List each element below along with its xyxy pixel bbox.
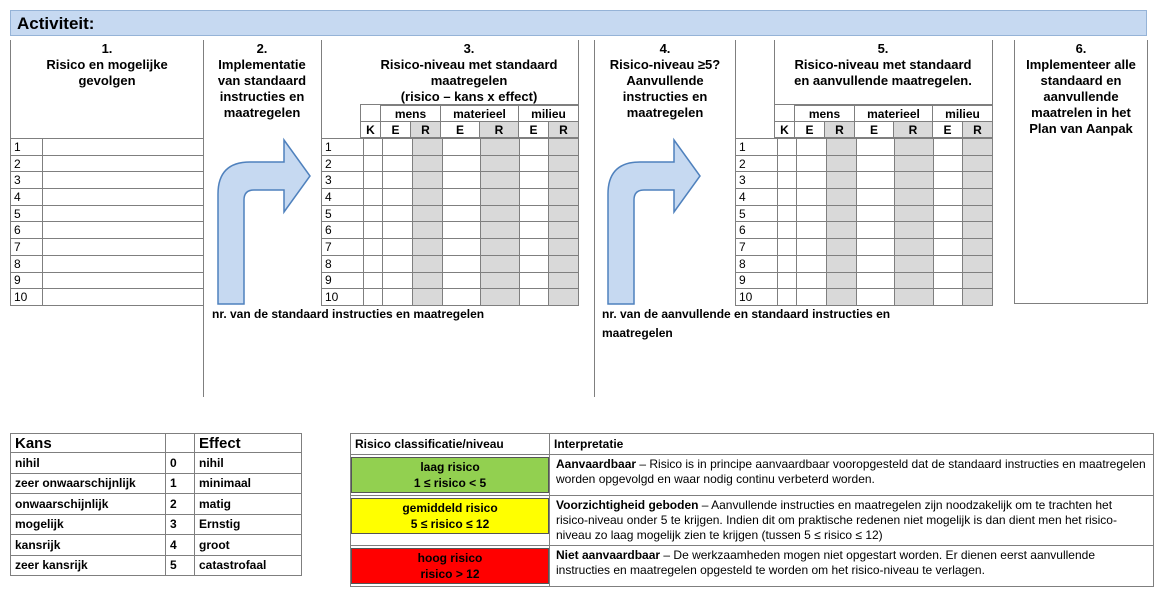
input-cell[interactable] [777,139,797,156]
e-label: E [519,122,549,138]
input-cell[interactable] [413,239,443,256]
row-number: 8 [736,255,778,272]
table-row [736,139,993,156]
input-cell[interactable] [777,239,797,256]
input-cell[interactable] [383,289,413,306]
input-cell[interactable] [549,172,579,189]
legend-effect: groot [195,535,302,556]
input-cell[interactable] [963,289,993,306]
risk-row [351,455,1154,496]
col1-border [10,40,11,138]
input-cell[interactable] [481,205,520,222]
input-cell[interactable] [363,272,383,289]
milieu-label: milieu [933,106,993,122]
input-cell[interactable] [363,205,383,222]
input-cell[interactable] [797,189,827,206]
input-cell[interactable] [933,189,963,206]
interpretation-text: – Aanvullende instructies en maatregelen zijn noodzakelijk om te trachten het risico-niveau onder 5 te krijgen. Indien dit om praktische redenen niet mogelijk is dan dient men het risico-niveau zo laag mogelijk zien te krijgen (tussen 5 ≤ risico ≤ 12) [556,498,1117,542]
input-cell[interactable] [895,172,934,189]
row-number: 8 [11,255,43,272]
input-cell[interactable] [777,255,797,272]
risk-row [351,496,1154,546]
table-row [11,222,204,239]
table-row [11,239,204,256]
input-cell[interactable] [413,189,443,206]
risk-level-range: risico > 12 [420,567,480,581]
input-cell[interactable] [827,289,857,306]
input-cell[interactable] [797,222,827,239]
input-cell[interactable] [797,255,827,272]
legend-effect: catastrofaal [195,555,302,576]
input-cell[interactable] [827,205,857,222]
table-row [322,272,579,289]
table-row [736,172,993,189]
col3-subheader [360,105,579,138]
materieel-label: materieel [441,106,519,122]
risk-level-label [351,498,549,534]
input-cell[interactable] [777,289,797,306]
input-cell[interactable] [856,239,895,256]
row-number: 2 [11,155,43,172]
legend-kans: nihil [11,453,166,474]
legend-row [11,535,302,556]
input-cell[interactable] [856,189,895,206]
e-label: E [795,122,825,138]
legend-row [11,453,302,474]
input-cell[interactable] [895,139,934,156]
input-cell[interactable] [481,272,520,289]
input-cell[interactable] [827,222,857,239]
additional-note-line2: maatregelen [602,326,673,340]
input-cell[interactable] [363,155,383,172]
input-cell[interactable] [481,172,520,189]
input-cell[interactable] [42,272,203,289]
input-cell[interactable] [383,205,413,222]
input-cell[interactable] [827,239,857,256]
row-number: 6 [11,222,43,239]
interpretation-verdict: Niet aanvaardbaar [556,548,661,562]
row-number: 9 [11,272,43,289]
input-cell[interactable] [413,155,443,172]
standard-note: nr. van de standaard instructies en maatregelen [212,307,485,321]
interpretation-verdict: Aanvaardbaar [556,457,637,471]
input-cell[interactable] [856,172,895,189]
input-cell[interactable] [827,155,857,172]
input-cell[interactable] [549,205,579,222]
bent-arrow-icon [214,136,314,306]
input-cell[interactable] [42,172,203,189]
input-cell[interactable] [797,289,827,306]
row-number: 10 [736,289,778,306]
input-cell[interactable] [413,172,443,189]
input-cell[interactable] [383,139,413,156]
materieel-label: materieel [855,106,933,122]
input-cell[interactable] [413,222,443,239]
input-cell[interactable] [481,289,520,306]
input-cell[interactable] [442,222,481,239]
col6-header: 6. Implementeer alle standaard en aanvullende maatrelen in het Plan van Aanpak [1026,41,1136,136]
row-number: 6 [736,222,778,239]
input-cell[interactable] [481,255,520,272]
table-row [11,289,204,306]
input-cell[interactable] [963,172,993,189]
input-cell[interactable] [827,172,857,189]
legend-score: 4 [166,535,195,556]
row-number: 1 [11,139,43,156]
input-cell[interactable] [481,139,520,156]
input-cell[interactable] [856,272,895,289]
mens-label: mens [795,106,855,122]
input-cell[interactable] [777,189,797,206]
legend-row [11,555,302,576]
table-row [736,155,993,172]
row-number: 5 [736,205,778,222]
input-cell[interactable] [797,272,827,289]
legend-effect: minimaal [195,473,302,494]
input-cell[interactable] [519,222,549,239]
legend-effect: Ernstig [195,514,302,535]
additional-note-line1: nr. van de aanvullende en standaard instructies en [602,307,891,321]
input-cell[interactable] [549,189,579,206]
table-row [322,255,579,272]
input-cell[interactable] [895,239,934,256]
legend-score: 2 [166,494,195,515]
input-cell[interactable] [827,255,857,272]
legend-row [11,494,302,515]
risk-class-header: Risico classificatie/niveau [351,434,550,455]
input-cell[interactable] [797,155,827,172]
input-cell[interactable] [42,155,203,172]
table-row [736,222,993,239]
table-row [736,255,993,272]
input-cell[interactable] [363,172,383,189]
input-cell[interactable] [413,272,443,289]
input-cell[interactable] [777,205,797,222]
input-cell[interactable] [519,289,549,306]
input-cell[interactable] [963,205,993,222]
input-cell[interactable] [481,222,520,239]
input-cell[interactable] [383,239,413,256]
input-cell[interactable] [895,255,934,272]
input-cell[interactable] [481,155,520,172]
risk-level-table-additional [735,138,993,306]
input-cell[interactable] [519,155,549,172]
input-cell[interactable] [797,239,827,256]
input-cell[interactable] [963,222,993,239]
input-cell[interactable] [42,239,203,256]
col2-header: 2. Implementatie van standaard instructies en maatregelen [217,41,307,120]
input-cell[interactable] [933,222,963,239]
input-cell[interactable] [442,189,481,206]
row-number: 8 [322,255,364,272]
input-cell[interactable] [549,222,579,239]
input-cell[interactable] [895,205,934,222]
row-number: 10 [322,289,364,306]
table-row [322,139,579,156]
legend-kans: zeer kansrijk [11,555,166,576]
input-cell[interactable] [383,155,413,172]
r-label: R [549,122,579,138]
table-row [11,172,204,189]
table-row [322,172,579,189]
input-cell[interactable] [797,139,827,156]
risk-level-range: 5 ≤ risico ≤ 12 [410,517,490,531]
input-cell[interactable] [383,255,413,272]
input-cell[interactable] [933,272,963,289]
input-cell[interactable] [413,139,443,156]
input-cell[interactable] [933,172,963,189]
input-cell[interactable] [963,139,993,156]
row-number: 6 [322,222,364,239]
input-cell[interactable] [442,155,481,172]
row-number: 4 [11,189,43,206]
row-number: 1 [322,139,364,156]
row-number: 5 [11,205,43,222]
input-cell[interactable] [413,289,443,306]
r-label: R [411,122,441,138]
input-cell[interactable] [895,289,934,306]
input-cell[interactable] [827,139,857,156]
col3-header: 3. Risico-niveau met standaard maatregelen (risico – kans x effect) [380,41,558,104]
legend-kans: onwaarschijnlijk [11,494,166,515]
input-cell[interactable] [442,239,481,256]
legend-row [11,514,302,535]
input-cell[interactable] [442,272,481,289]
col1-header: 1. Risico en mogelijke gevolgen [46,41,168,88]
legend-effect: nihil [195,453,302,474]
input-cell[interactable] [777,172,797,189]
input-cell[interactable] [933,289,963,306]
input-cell[interactable] [777,272,797,289]
mens-label: mens [381,106,441,122]
row-number: 3 [11,172,43,189]
input-cell[interactable] [363,255,383,272]
row-number: 9 [322,272,364,289]
r-label: R [963,122,993,138]
input-cell[interactable] [963,189,993,206]
input-cell[interactable] [963,272,993,289]
table-row [322,289,579,306]
input-cell[interactable] [42,205,203,222]
row-number: 7 [736,239,778,256]
input-cell[interactable] [383,189,413,206]
risk-list-table [10,138,204,306]
input-cell[interactable] [363,222,383,239]
input-cell[interactable] [777,155,797,172]
k-label: K [775,122,795,138]
table-row [736,239,993,256]
input-cell[interactable] [933,139,963,156]
col6-box [1014,40,1148,304]
input-cell[interactable] [797,205,827,222]
legend-kans: mogelijk [11,514,166,535]
risk-level-name: gemiddeld risico [402,501,498,515]
input-cell[interactable] [963,255,993,272]
input-cell[interactable] [383,272,413,289]
table-row [736,272,993,289]
input-cell[interactable] [42,139,203,156]
input-cell[interactable] [549,272,579,289]
input-cell[interactable] [797,172,827,189]
input-cell[interactable] [481,239,520,256]
input-cell[interactable] [933,205,963,222]
row-number: 3 [736,172,778,189]
table-row [736,205,993,222]
input-cell[interactable] [856,155,895,172]
legend-effect: matig [195,494,302,515]
input-cell[interactable] [42,189,203,206]
milieu-label: milieu [519,106,579,122]
risk-level-name: laag risico [420,460,480,474]
kans-header: Kans [11,434,166,453]
bent-arrow-icon [604,136,704,306]
row-number: 4 [736,189,778,206]
col5-left-border [735,40,736,138]
input-cell[interactable] [856,222,895,239]
risk-level-label [351,548,549,584]
table-row [736,189,993,206]
input-cell[interactable] [549,255,579,272]
input-cell[interactable] [413,205,443,222]
row-number: 7 [11,239,43,256]
table-row [322,222,579,239]
row-number: 9 [736,272,778,289]
legend-score: 1 [166,473,195,494]
input-cell[interactable] [856,139,895,156]
input-cell[interactable] [895,189,934,206]
legend-kans: kansrijk [11,535,166,556]
interpretation-header: Interpretatie [550,434,1154,455]
input-cell[interactable] [42,222,203,239]
risk-classification-table [350,433,1154,587]
table-row [322,239,579,256]
row-number: 2 [736,155,778,172]
legend-kans: zeer onwaarschijnlijk [11,473,166,494]
input-cell[interactable] [549,139,579,156]
row-number: 1 [736,139,778,156]
input-cell[interactable] [442,289,481,306]
input-cell[interactable] [363,289,383,306]
risk-level-label [351,457,549,493]
input-cell[interactable] [933,255,963,272]
r-label: R [825,122,855,138]
legend-score: 3 [166,514,195,535]
interpretation-text: – De werkzaamheden mogen niet opgestart worden. Er dienen eerst aanvullende instructies en maatregelen opgesteld te worden om het risico-niveau te verlagen. [556,548,1095,577]
input-cell[interactable] [827,272,857,289]
input-cell[interactable] [549,289,579,306]
risk-level-table-standard [321,138,579,306]
table-row [736,289,993,306]
risk-level-range: 1 ≤ risico < 5 [413,476,487,490]
input-cell[interactable] [42,255,203,272]
e-label: E [933,122,963,138]
input-cell[interactable] [856,289,895,306]
e-label: E [441,122,480,138]
table-row [11,255,204,272]
input-cell[interactable] [856,205,895,222]
input-cell[interactable] [933,239,963,256]
k-label: K [361,122,381,138]
input-cell[interactable] [442,139,481,156]
r-label: R [480,122,519,138]
table-row [11,155,204,172]
row-number: 2 [322,155,364,172]
input-cell[interactable] [481,189,520,206]
row-number: 7 [322,239,364,256]
input-cell[interactable] [519,139,549,156]
col3-left-border [321,40,322,138]
interpretation-text: – Risico is in principe aanvaardbaar vooropgesteld dat de standaard instructies en maatregelen worden opgevolgd en waar nodig continu verbeterd worden. [556,457,1146,486]
input-cell[interactable] [895,155,934,172]
table-row [322,155,579,172]
table-row [11,205,204,222]
risk-level-name: hoog risico [417,551,483,565]
row-number: 10 [11,289,43,306]
col5-subheader [774,105,993,138]
input-cell[interactable] [519,189,549,206]
row-number: 4 [322,189,364,206]
r-label: R [894,122,933,138]
col4-header: 4. Risico-niveau ≥5? Aanvullende instructies en maatregelen [609,41,721,120]
effect-header: Effect [195,434,302,453]
table-row [322,205,579,222]
input-cell[interactable] [363,189,383,206]
input-cell[interactable] [963,239,993,256]
row-number: 3 [322,172,364,189]
input-cell[interactable] [383,222,413,239]
input-cell[interactable] [519,239,549,256]
input-cell[interactable] [42,289,203,306]
input-cell[interactable] [777,222,797,239]
input-cell[interactable] [442,205,481,222]
input-cell[interactable] [856,255,895,272]
input-cell[interactable] [827,189,857,206]
input-cell[interactable] [963,155,993,172]
input-cell[interactable] [519,255,549,272]
legend-score: 5 [166,555,195,576]
input-cell[interactable] [895,222,934,239]
legend-score: 0 [166,453,195,474]
input-cell[interactable] [383,172,413,189]
activity-title: Activiteit: [10,10,1147,36]
e-label: E [855,122,894,138]
table-row [11,139,204,156]
input-cell[interactable] [549,239,579,256]
interpretation-verdict: Voorzichtigheid geboden [556,498,699,512]
table-row [11,272,204,289]
kans-effect-legend [10,433,302,576]
table-row [322,189,579,206]
legend-row [11,473,302,494]
input-cell[interactable] [519,272,549,289]
input-cell[interactable] [363,139,383,156]
input-cell[interactable] [519,205,549,222]
e-label: E [381,122,411,138]
input-cell[interactable] [413,255,443,272]
input-cell[interactable] [442,255,481,272]
input-cell[interactable] [519,172,549,189]
risk-row [351,546,1154,587]
input-cell[interactable] [363,239,383,256]
input-cell[interactable] [442,172,481,189]
input-cell[interactable] [895,272,934,289]
table-row [11,189,204,206]
input-cell[interactable] [549,155,579,172]
input-cell[interactable] [933,155,963,172]
col5-header: 5. Risico-niveau met standaard en aanvullende maatregelen. [794,41,972,88]
row-number: 5 [322,205,364,222]
